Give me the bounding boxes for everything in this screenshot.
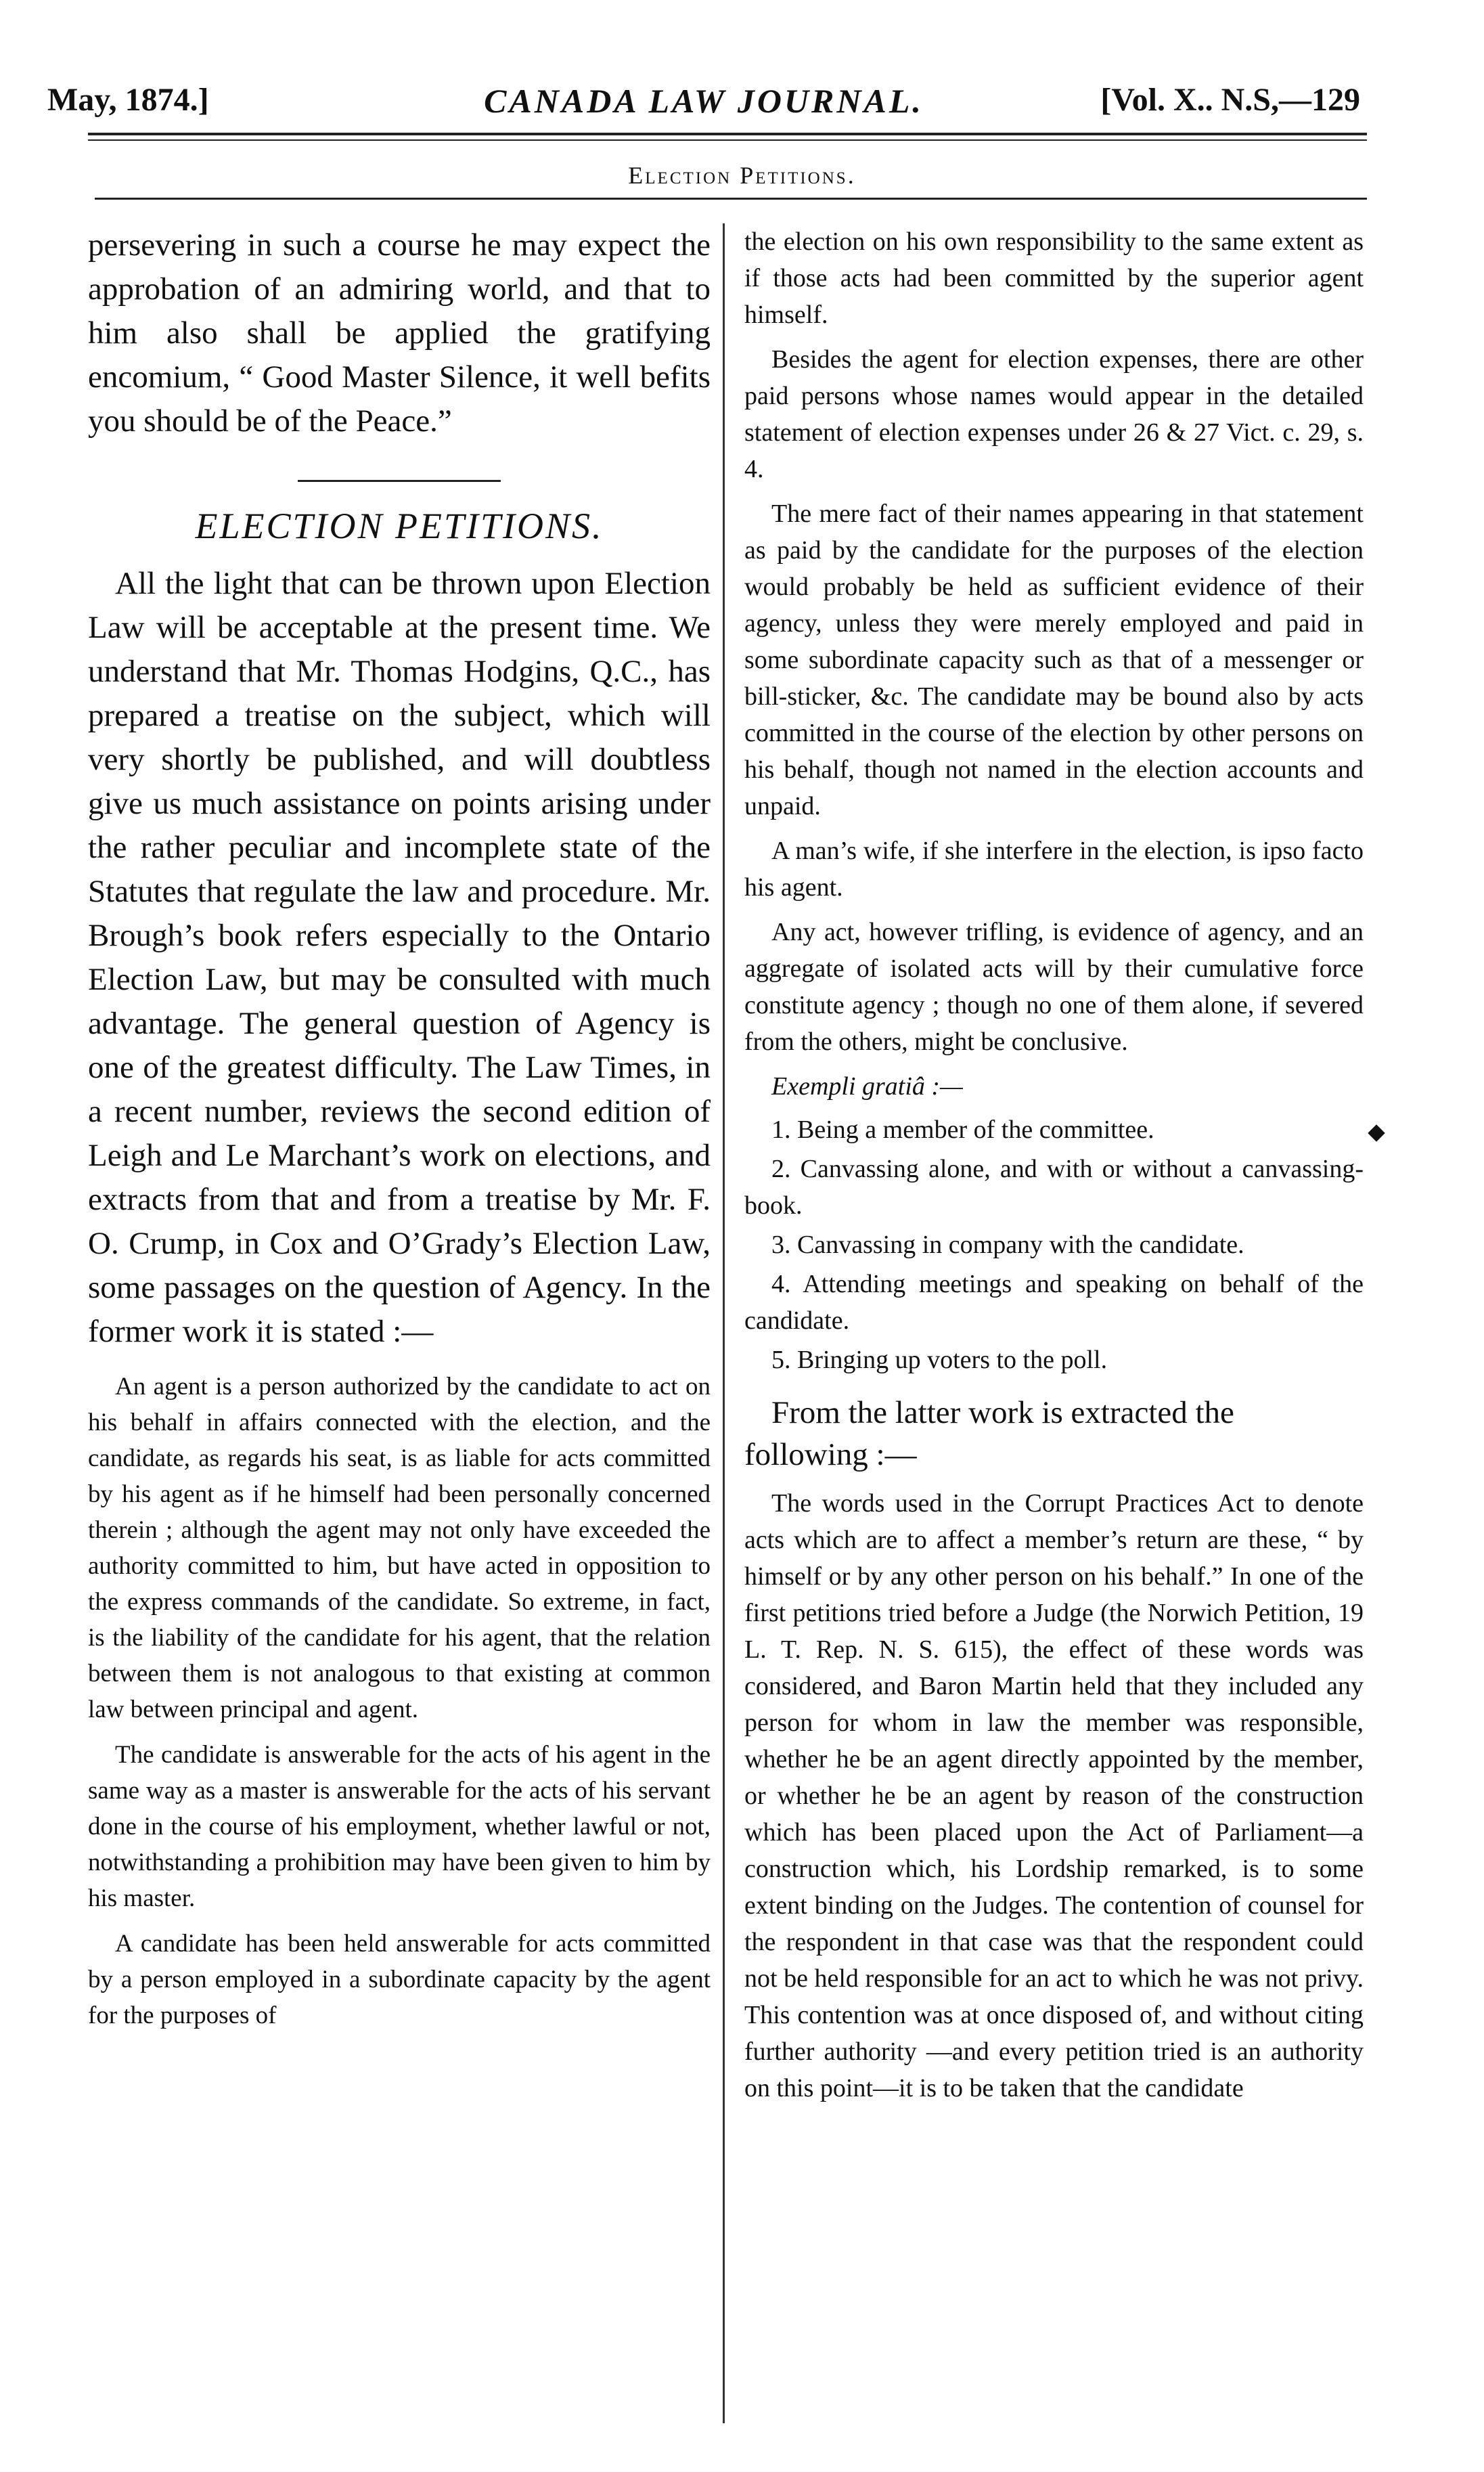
list-item: 2. Canvassing alone, and with or without a canvassing-book.	[744, 1155, 1364, 1220]
header-volume-page: [Vol. X.. N.S,—129	[1100, 82, 1360, 118]
final-paragraph: The words used in the Corrupt Practices Act to denote acts which are to affect a member’s return are these, “ by himself or by any other person on his behalf.” In one of the first petitions tried before a Judge (the Norwich Petition, 19 L. T. Rep. N. S. 615), the effect of these words was considered, and Baron Martin held that they included any person for whom in law the member was responsible, whether he be an agent directly appointed by the member, or whether he be an agent by reason of the construction which has been placed upon the Act of Parliament—a construction which, his Lordship remarked, is to some extent binding on the Judges. The contention of counsel for the respondent in that case was that the respondent could not be held responsible for an act to which he was not privy. This contention was at once disposed of, and without citing further authority —and every petition tried is an authority on this point—it is to be taken that the candidate	[744, 1489, 1364, 2102]
paragraph: The mere fact of their names appearing in that statement as paid by the candidate for the purposes of the election would probably be held as sufficient evidence of their agency, unless they were merely employed and paid in some subordinate capacity such as that of a messenger or bill-sticker, &c. The candidate may be bound also by acts committed in the course of the election by other persons on his behalf, though not named in the election accounts and unpaid.	[744, 500, 1364, 820]
list-item: 4. Attending meetings and speaking on behalf of the candidate.	[744, 1270, 1364, 1335]
list-item: 5. Bringing up voters to the poll.	[771, 1346, 1108, 1374]
quote-paragraph: A candidate has been held answerable for acts committed by a person employed in a subordinate capacity by the agent for the purposes of	[88, 1930, 711, 2029]
right-column	[744, 223, 1364, 2115]
quote-paragraph: An agent is a person authorized by the candidate to act on his behalf in affairs connected with the election, and the candidate, as regards his seat, is as liable for acts committed by his agent as if he himself had been personally concerned therein ; although the agent may not only have exceeded the authority committed to him, but have acted in opposition to the express commands of the candidate. So extreme, in fact, is the liability of the candidate for his agent, that the relation between them is not analogous to that existing at common law between principal and agent.	[88, 1373, 711, 1723]
paragraph: Besides the agent for election expenses, there are other paid persons whose names would appear in the detailed statement of election expenses under 26 & 27 Vict. c. 29, s. 4.	[744, 345, 1364, 483]
separator-rule	[298, 480, 501, 482]
header-date: May, 1874.]	[47, 82, 209, 118]
column-divider	[723, 223, 725, 2423]
journal-title: CANADA LAW JOURNAL.	[484, 82, 924, 120]
header-rule-bottom	[88, 139, 1367, 141]
section-rule	[95, 198, 1367, 200]
article-title: ELECTION PETITIONS.	[195, 506, 604, 546]
section-heading: Election Petitions.	[628, 162, 856, 189]
list-item: 1. Being a member of the committee.	[771, 1116, 1154, 1144]
paragraph: the election on his own responsibility to the same extent as if those acts had been committed by the superior agent himself.	[744, 227, 1364, 329]
exempli-gratia-label: Exempli gratiâ :—	[771, 1072, 963, 1101]
transition-paragraph: From the latter work is extracted the following :—	[744, 1395, 1234, 1472]
paragraph: Any act, however trifling, is evidence of agency, and an aggregate of isolated acts will by their cumulative force constitute agency ; though no one of them alone, if severed from the others, might be conclusive.	[744, 918, 1364, 1056]
margin-mark-icon	[1368, 1124, 1385, 1141]
list-item: 3. Canvassing in company with the candidate.	[771, 1231, 1244, 1259]
article-intro: All the light that can be thrown upon Election Law will be acceptable at the present time. We understand that Mr. Thomas Hodgins, Q.C., has prepared a treatise on the subject, which will very shortly be published, and will doubtless give us much assistance on points arising under the rather peculiar and incomplete state of the Statutes that regulate the law and procedure. Mr. Brough’s book refers especially to the Ontario Election Law, but may be consulted with much advantage. The general question of Agency is one of the greatest difficulty. The Law Times, in a recent number, reviews the second edition of Leigh and Le Marchant’s work on elections, and extracts from that and from a treatise by Mr. F. O. Crump, in Cox and O’Grady’s Election Law, some passages on the question of Agency. In the former work it is stated :—	[88, 566, 711, 1349]
quote-paragraph: The candidate is answerable for the acts of his agent in the same way as a master is answerable for the acts of his servant done in the course of his employment, whether lawful or not, notwithstanding a prohibition may have been given to him by his master.	[88, 1741, 711, 1912]
header-rule-top	[88, 133, 1367, 135]
left-column	[88, 223, 711, 2043]
opening-paragraph: persevering in such a course he may expect the approbation of an admiring world, and that to him also shall be applied the gratifying encomium, “ Good Master Silence, it well befits you should be of the Peace.”	[88, 227, 711, 439]
paragraph: A man’s wife, if she interfere in the election, is ipso facto his agent.	[744, 837, 1364, 902]
running-header	[47, 81, 1360, 135]
